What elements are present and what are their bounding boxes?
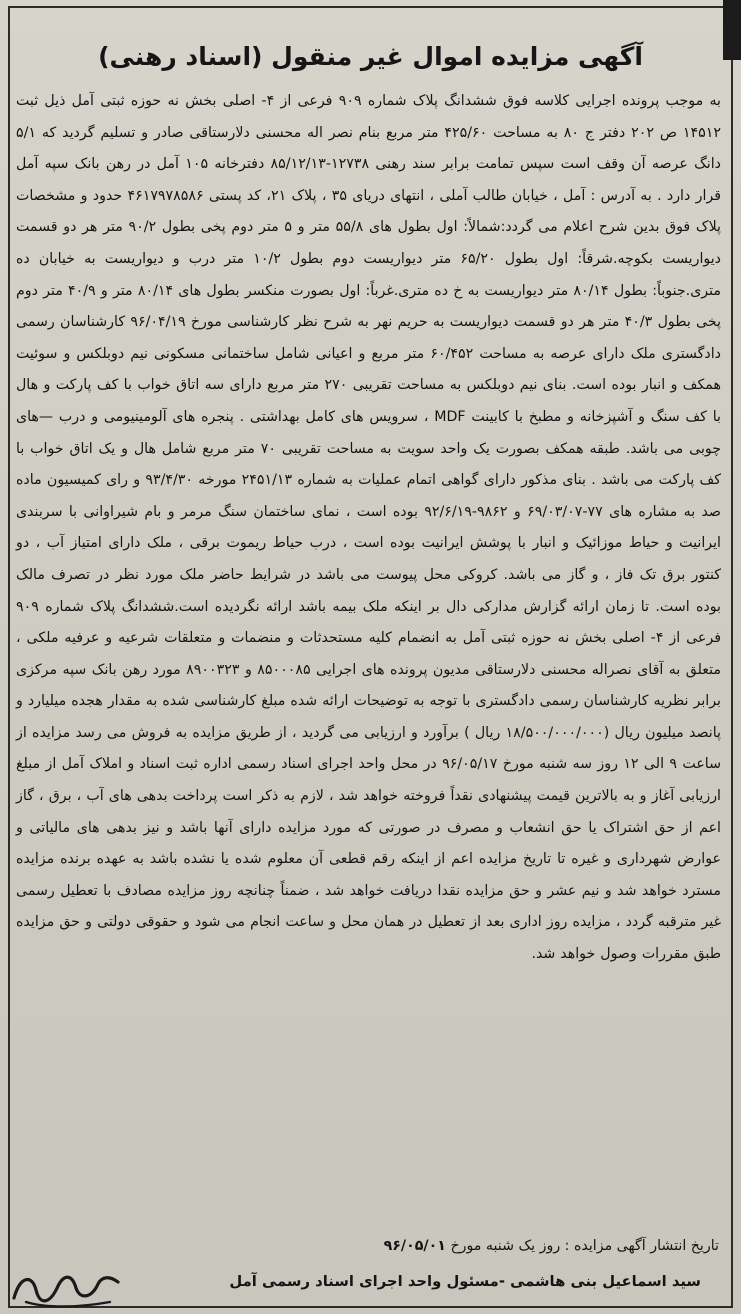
- handwritten-signature-mark: [6, 1258, 126, 1310]
- notice-body: به موجب پرونده اجرایی کلاسه فوق ششدانگ پلاک شماره ۹۰۹ فرعی از ۴- اصلی بخش نه حوزه ثبتی آمل ذیل ثبت ۱۴۵۱۲ ص ۲۰۲ دفتر ج ۸۰ به مساحت ۴۲۵/۶۰ متر مربع بنام نصر اله محسنی دلارستاقی صادر و تسلیم گردید که ۵/۱ دانگ عرصه آن وقف است سپس تمامت برابر سند رهنی ۱۲۷۳۸-۸۵/۱۲/۱۳ دفترخانه ۱۰۵ آمل در رهن بانک سپه آمل قرار دارد . به آدرس : آمل ، خیابان طالب آملی ، انتهای دریای ۳۵ ، پلاک ۲۱، کد پستی ۴۶۱۷۹۷۸۵۸۶ حدود و مشخصات پلاک فوق بدین شرح اعلام می گردد:شمالاً: اول بطول های ۵۵/۸ متر و ۵ متر دوم پخی بطول ۹۰/۲ متر هر دو قسمت دیواریست بکوچه.شرقاً: اول بطول ۶۵/۲۰ متر دیواریست دوم بطول ۱۰/۲ متر درب و دیواریست به خیابان ده متری.جنوباً: بطول ۸۰/۱۴ متر دیواریست به خ ده متری.غرباً: اول بصورت منکسر بطول های ۸۰/۱۴ متر و ۴۰/۹ متر دوم پخی بطول ۴۰/۳ متر هر دو قسمت دیواریست به حریم نهر به شرح نظر کارشناسی مورخ ۹۶/۰۴/۱۹ کارشناسان رسمی دادگستری ملک دارای عرصه به مساحت ۶۰/۴۵۲ متر مربع و اعیانی شامل ساختمانی مسکونی نیم دوبلکس و سوئیت همکف و انبار بوده است. بنای نیم دوبلکس به مساحت تقریبی ۲۷۰ متر مربع دارای سه اتاق خواب با کف پارکت و هال با کف سنگ و آشپزخانه و مطبخ با کابینت MDF ، سرویس های کامل بهداشتی . پنجره های آلومینیومی و درب —های چوبی می باشد. طبقه همکف بصورت یک واحد سویت به مساحت تقریبی ۷۰ متر مربع شامل هال و یک اتاق خواب با کف پارکت می باشد . بنای مذکور دارای گواهی اتمام عملیات به شماره ۲۴۵۱/۱۳ مورخه ۹۳/۴/۳۰ و رای کمیسیون ماده صد به مشاره های ۷۷-۶۹/۰۳/۰۷ و ۹۸۶۲-۹۲/۶/۱۹ بوده است ، نمای ساختمان سنگ مرمر و بام شیراوانی با سربندی ایرانیت و حیاط موزائیک و انبار با پوشش ایرانیت بوده است ، درب حیاط ریموت برقی ، ملک دارای امتیاز آب ، دو کنتور برق تک فاز ، و گاز می باشد. کروکی محل پیوست می باشد در شرایط حاضر ملک مورد نظر در تصرف مالک بوده است. تا زمان ارائه گزارش مدارکی دال بر اینکه ملک بیمه باشد ارائه نگردیده است.ششدانگ پلاک شماره ۹۰۹ فرعی از ۴- اصلی بخش نه حوزه ثبتی آمل به انضمام کلیه مستحدثات و منضمات و متعلقات شرعیه و عرفیه ملکی ، متعلق به آقای نصراله محسنی دلارستاقی مدیون پرونده های اجرایی ۸۵۰۰۰۸۵ و ۸۹۰۰۳۲۳ مورد رهن بانک سپه مرکزی برابر نظریه کارشناسان رسمی دادگستری با توجه به توضیحات ارائه شده مبلغ کارشناسی شده به مقدار هجده میلیارد و پانصد میلیون ریال (۱۸/۵۰۰/۰۰۰/۰۰۰ ریال ) برآورد و ارزیابی می گردید ، از طریق مزایده به فروش می رسد مزایده از ساعت ۹ الی ۱۲ روز سه شنبه مورخ ۹۶/۰۵/۱۷ در محل واحد اجرای اسناد رسمی اداره ثبت اسناد و املاک آمل از مبلغ ارزیابی آغاز و به بالاترین قیمت پیشنهادی نقداً فروخته خواهد شد ، لازم به ذکر است پرداخت بدهی های آب ، برق ، گاز اعم از حق اشتراک یا حق انشعاب و مصرف در صورتی که مورد مزایده دارای آنها باشد و نیز بدهی های مالیاتی و عوارض شهرداری و غیره تا تاریخ مزایده اعم از اینکه رقم قطعی آن معلوم شده یا نشده باشد به عهده برنده مزایده مسترد خواهد شد و نیم عشر و حق مزایده نقدا دریافت خواهد شد ، ضمناً چنانچه روز مزایده مصادف با تعطیل رسمی غیر مترقبه گردد ، مزایده روز اداری بعد از تعطیل در همان محل و ساعت انجام می شود و حقوقی دولتی و حق مزایده طبق مقررات وصول خواهد شد.: [16, 93, 722, 963]
- scan-dark-edge: [723, 0, 741, 60]
- publication-date-line: [150, 1232, 719, 1260]
- notice-title: آگهی مزایده اموال غیر منقول (اسناد رهنی): [98, 42, 643, 71]
- signatory: سید اسماعیل بنی هاشمی -مسئول واحد اجرای اسناد رسمی آمل: [229, 1273, 701, 1290]
- publication-date-value: ۹۶/۰۵/۰۱: [383, 1238, 446, 1254]
- publication-date-label: تاریخ انتشار آگهی مزایده : روز یک شنبه مورخ: [450, 1238, 719, 1254]
